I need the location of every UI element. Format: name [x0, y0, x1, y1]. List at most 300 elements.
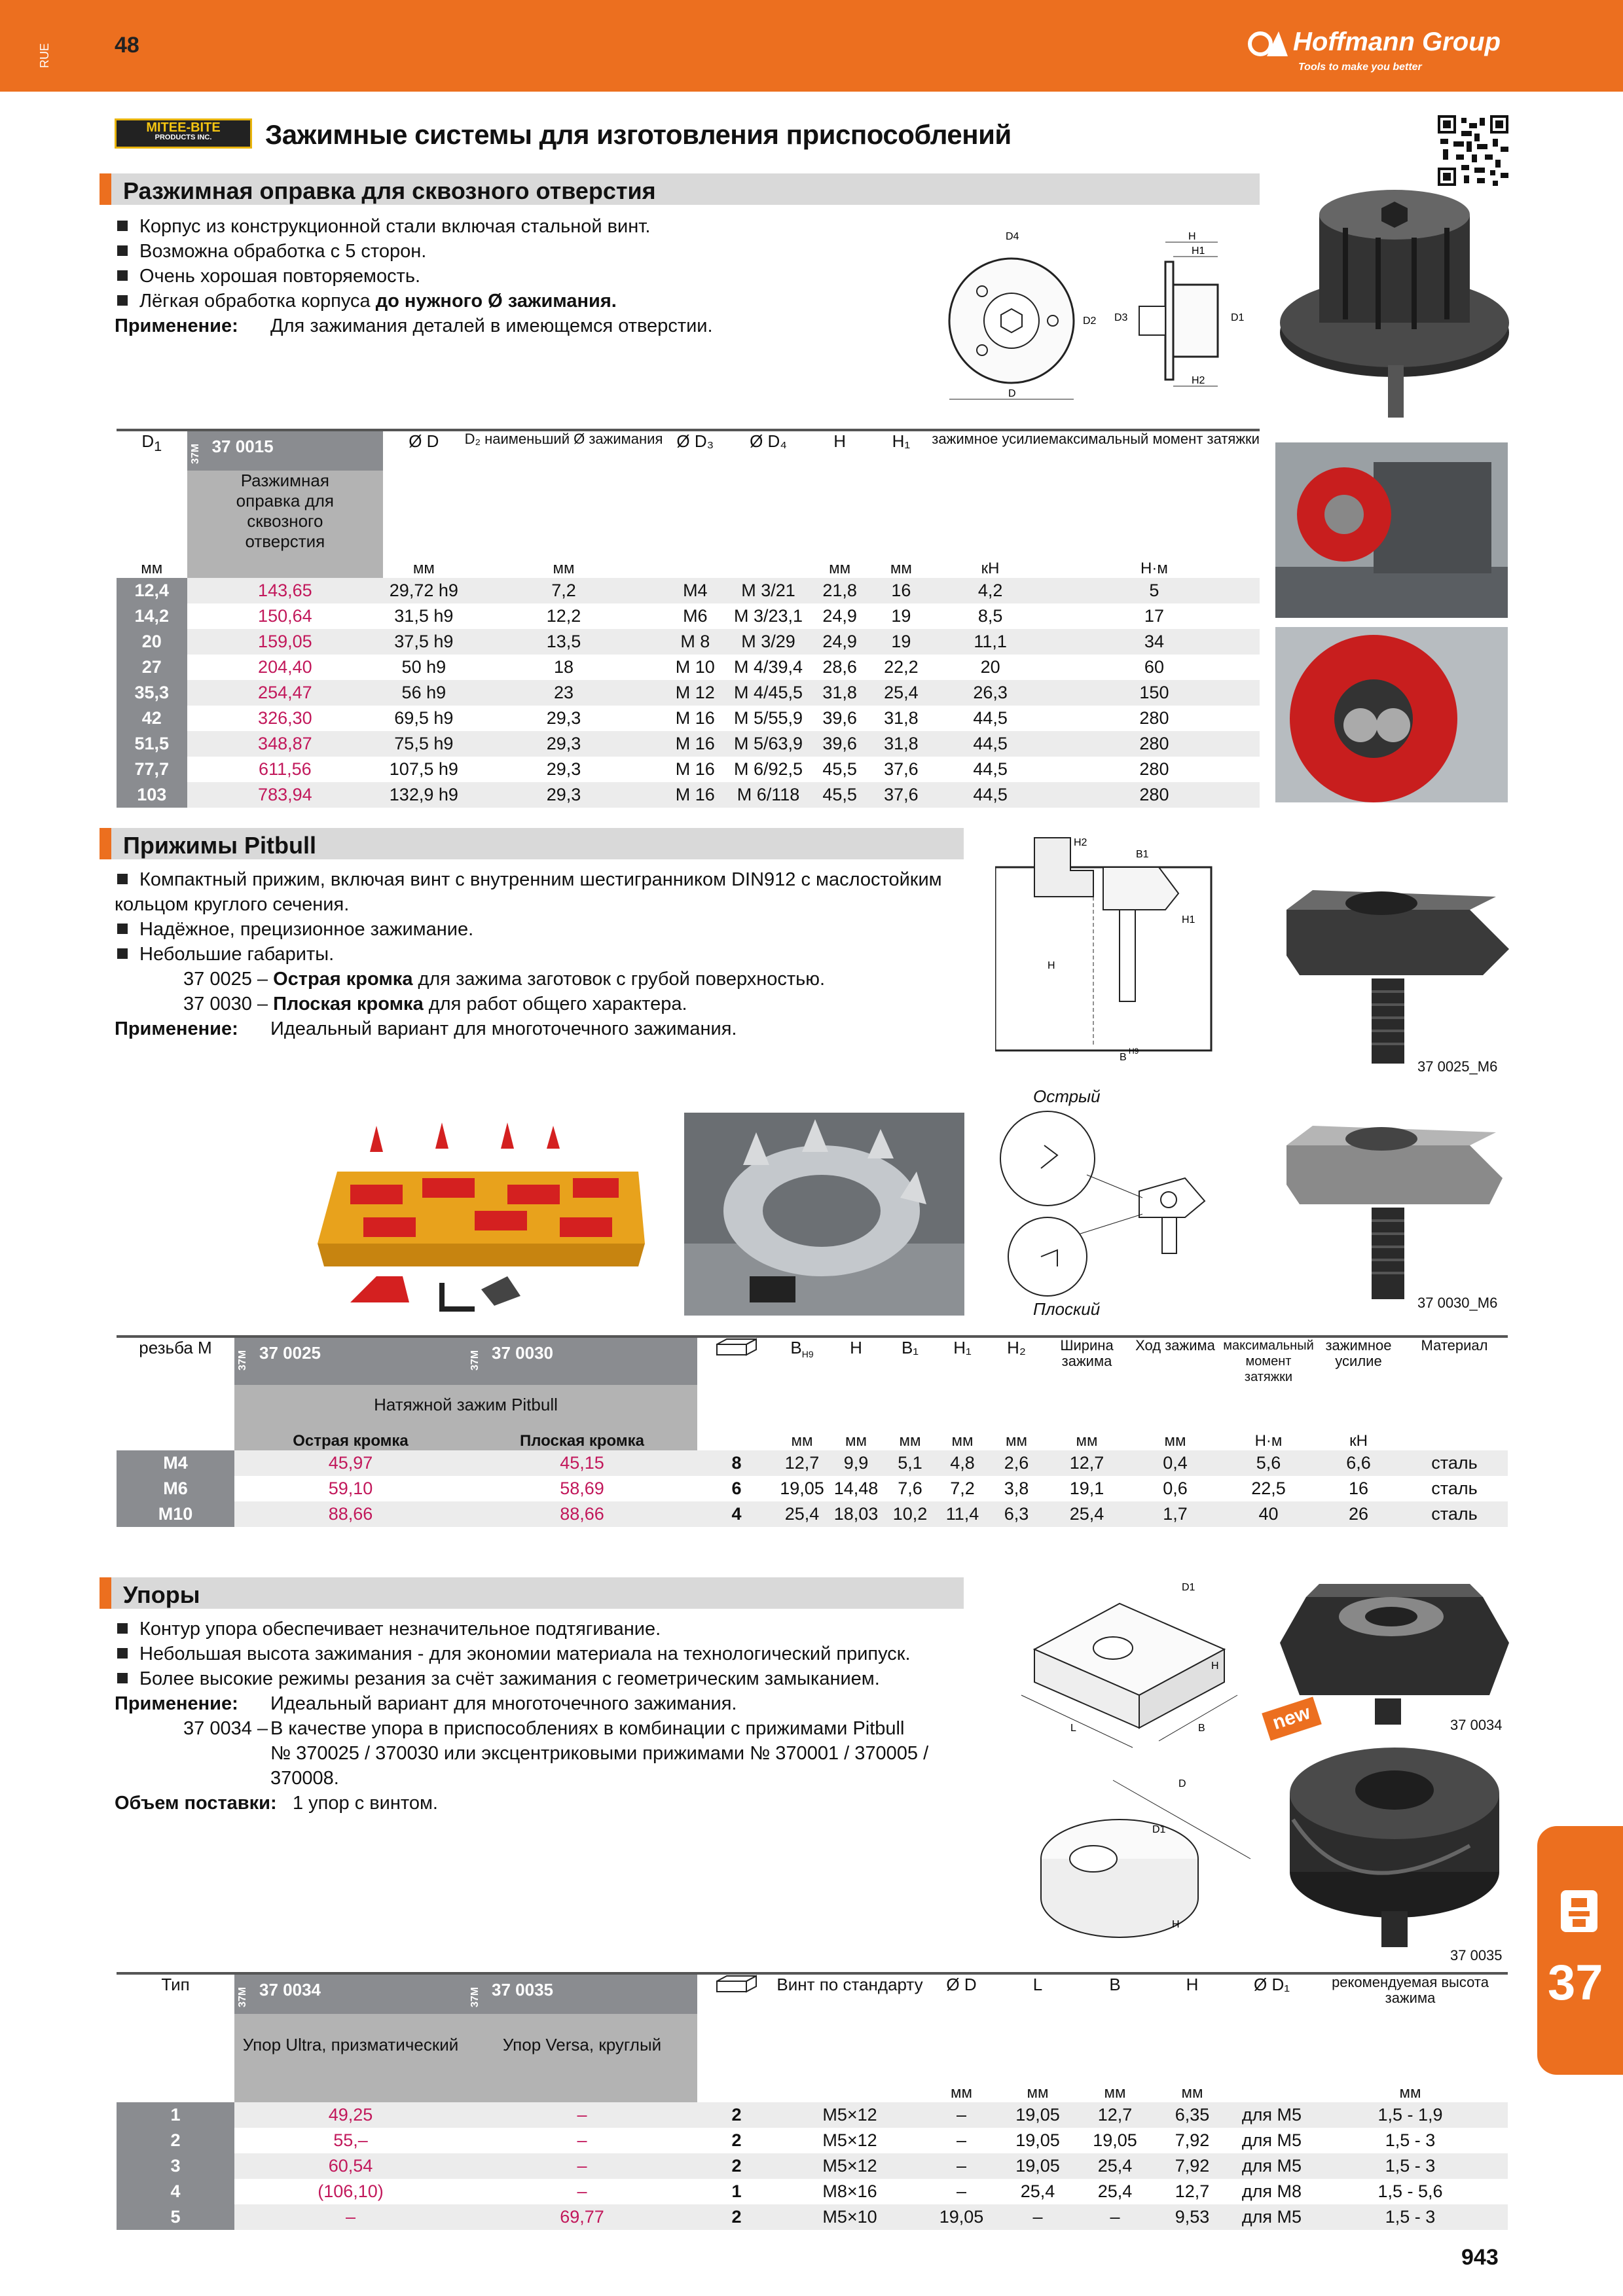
svg-text:D4: D4	[1006, 231, 1019, 242]
svg-text:D1: D1	[1182, 1582, 1195, 1593]
table-cell: 7,92	[1175, 2130, 1210, 2150]
table-cell: 49,25	[234, 2102, 467, 2128]
svg-text:D1: D1	[1231, 312, 1245, 323]
machine-application-photo-2	[1275, 627, 1508, 802]
table-cell: 40	[1221, 1501, 1316, 1527]
table-cell: 19,1	[1069, 1479, 1104, 1498]
table-cell: 58,69	[560, 1479, 604, 1498]
stops-spec-table: Тип 37M 37 0034 37M 37 0035 Винт по стандарту Ø D L B H Ø D₁ рекомендуемая высота зажима Упор Ultra, призматический Упор Versa, круглый мм мм мм мм мм 1 49,25 – 2 M5×12 – 19,05 12,7 6,35 для M5 1,5 - 1,9 2 55,– – 2 M5×12 – 19,05 19,05 7,92 для M5 1,5 - 3 3 60,54 – 2 M5×12 – 19,05 25,4 7,92 для M5 1,5 - 3 4 (106,10) – 1 M8×16 – 25,4 25,4 12,7 для M8 1,5 - 5,6 5 – 69,77 2 M5×10 19,05 – – 9,53 для M5 1,5 - 3	[117, 1972, 1508, 2230]
table-row	[117, 782, 1260, 808]
table-cell: 4,8	[936, 1450, 989, 1476]
table-cell: 25,4	[1076, 2153, 1154, 2179]
table-cell: 7,2	[465, 578, 663, 603]
table-cell: 1,5 - 3	[1385, 2130, 1436, 2150]
table-cell: 3,8	[1004, 1479, 1029, 1498]
table-cell: 9,53	[1154, 2204, 1231, 2230]
table-cell: 12,7	[1044, 1450, 1129, 1476]
table-cell: 69,77	[467, 2204, 697, 2230]
photo-caption: 37 0034	[1450, 1717, 1503, 1733]
table-cell: 45,97	[234, 1450, 467, 1476]
table-cell: 280	[1049, 782, 1260, 808]
svg-text:D2: D2	[1083, 315, 1097, 327]
hoffmann-logo-icon	[1247, 27, 1289, 60]
table-cell: 16	[1348, 1479, 1369, 1498]
table-cell: сталь	[1401, 1501, 1508, 1527]
table-cell: 45,15	[467, 1450, 697, 1476]
svg-text:H2: H2	[1192, 375, 1205, 386]
table-cell: 29,72 h9	[383, 578, 464, 603]
table-cell: –	[924, 2153, 999, 2179]
table-cell: 280	[1049, 731, 1260, 757]
table-cell: 348,87	[187, 731, 384, 757]
application-line: Применение: Идеальный вариант для многоточечного зажимания.	[115, 1018, 737, 1039]
table-cell: 17	[1144, 606, 1164, 626]
table-cell: 5	[117, 2204, 234, 2230]
table-cell: –	[956, 2130, 967, 2150]
table-row	[117, 603, 1260, 629]
table-cell: 12,4	[117, 578, 187, 603]
article-number-370035: 37M 37 0035	[467, 1973, 697, 2014]
article-number-370015: 37M 37 0015	[187, 430, 384, 471]
table-cell: 6,3	[989, 1501, 1044, 1527]
photo-caption: 37 0035	[1450, 1947, 1503, 1964]
pitbull-technical-drawing	[995, 831, 1224, 1073]
table-cell: 2	[697, 2204, 776, 2230]
table-cell: M 16	[675, 708, 715, 728]
table-cell: (106,10)	[318, 2181, 384, 2201]
table-row	[117, 1501, 1508, 1527]
page-number: 943	[1461, 2245, 1499, 2270]
table-cell: 4	[117, 2179, 234, 2204]
edge-detail-sketch	[995, 1109, 1244, 1299]
col-header: рекомендуемая высота зажима	[1332, 1974, 1489, 2006]
table-cell: –	[467, 2153, 697, 2179]
table-cell: 31,8	[871, 731, 932, 757]
table-cell: для M5	[1241, 2130, 1302, 2150]
table-cell: 14,2	[117, 603, 187, 629]
col-header: B	[1109, 1975, 1121, 1994]
page-title: Зажимные системы для изготовления приспособлений	[265, 119, 1012, 150]
table-cell: M 8	[663, 629, 727, 655]
package-icon	[697, 1336, 776, 1385]
pitbull-spec-table	[117, 1335, 1508, 1527]
table-cell: 37,6	[884, 759, 919, 779]
table-cell: M 6/92,5	[733, 759, 803, 779]
table-cell: 14,48	[833, 1479, 879, 1498]
table-cell: 18,03	[828, 1501, 884, 1527]
table-cell: 11,1	[932, 629, 1049, 655]
pitbull-flat-photo	[1273, 1106, 1522, 1309]
table-cell: 280	[1139, 759, 1169, 779]
col-header: Ø D	[409, 431, 439, 451]
language-code: RUE	[38, 43, 51, 68]
table-cell: 55,–	[333, 2130, 368, 2150]
table-cell: –	[956, 2181, 967, 2201]
table-cell: 13,5	[465, 629, 663, 655]
svg-text:H2: H2	[1074, 837, 1087, 848]
col-header-d1: $D_1$	[141, 431, 162, 455]
svg-text:H1: H1	[1182, 914, 1195, 925]
bullet-item: Очень хорошая повторяемость.	[115, 264, 920, 289]
table-cell: 19	[891, 606, 911, 626]
photo-caption: 37 0030_M6	[1417, 1295, 1498, 1311]
table-cell: 2,6	[989, 1450, 1044, 1476]
table-cell: M 6/118	[727, 782, 809, 808]
svg-text:H9: H9	[1129, 1047, 1139, 1056]
table-row	[117, 731, 1260, 757]
table-cell: M 5/55,9	[733, 708, 803, 728]
table-cell: 45,5	[822, 759, 857, 779]
table-cell: M5×12	[776, 2153, 924, 2179]
table-cell: 1	[117, 2102, 234, 2128]
col-header: максимальный момент затяжки	[1223, 1338, 1314, 1384]
table-cell: 11,4	[936, 1501, 989, 1527]
svg-text:L: L	[1070, 1723, 1076, 1734]
table-cell: 6,6	[1316, 1450, 1401, 1476]
table-cell: 4,2	[932, 578, 1049, 603]
table-cell: 0,6	[1163, 1479, 1188, 1498]
mandrel-product-photo	[1273, 175, 1516, 424]
table-cell: 19,05	[1015, 2130, 1060, 2150]
table-cell: 22,5	[1251, 1479, 1286, 1498]
bullet-item: Более высокие режимы резания за счёт зажимания с геометрическим замыканием.	[115, 1666, 979, 1691]
table-cell: 12,2	[546, 606, 581, 626]
table-cell: для M5	[1231, 2102, 1313, 2128]
variant-sharp: 37 0025 – Острая кромка для зажима заготовок с грубой поверхностью.	[183, 969, 826, 990]
table-cell: –	[234, 2204, 467, 2230]
table-row	[117, 680, 1260, 706]
col-header: $B_{H9}$	[790, 1338, 814, 1360]
col-header: H	[1186, 1975, 1199, 1994]
pitbull-sharp-photo	[1273, 870, 1522, 1073]
svg-text:D: D	[1178, 1778, 1186, 1789]
table-cell: 611,56	[259, 759, 312, 779]
col-header: Материал	[1421, 1337, 1488, 1354]
table-cell: 24,9	[809, 629, 871, 655]
table-row	[117, 2128, 1508, 2153]
table-cell: 18	[553, 657, 574, 677]
table-row	[117, 757, 1260, 782]
prismatic-stop-drawing	[1002, 1577, 1264, 1767]
table-cell: M 3/29	[727, 629, 809, 655]
table-cell: 1,5 - 5,6	[1377, 2181, 1443, 2201]
table-cell: 204,40	[258, 657, 312, 677]
table-cell: 19,05	[999, 2102, 1076, 2128]
bullet-item: Контур упора обеспечивает незначительное подтягивание.	[115, 1617, 979, 1641]
col-header: зажимное усилие	[1325, 1337, 1392, 1369]
round-stop-drawing	[1021, 1767, 1270, 1957]
table-cell: 77,7	[117, 757, 187, 782]
table-cell: 25,4	[871, 680, 932, 706]
svg-text:H: H	[1172, 1919, 1180, 1930]
svg-text:B: B	[1198, 1723, 1205, 1734]
section1-description	[115, 214, 920, 338]
col-header: D₂ наименьший Ø зажимания	[464, 431, 663, 447]
table-cell: M6	[117, 1476, 234, 1501]
table-cell: 35,3	[117, 680, 187, 706]
label-sharp: Острый	[1033, 1086, 1101, 1106]
variant-flat: 37 0030 – Плоская кромка для работ общего характера.	[183, 994, 687, 1014]
col-header: Ø D₁	[1254, 1975, 1290, 1994]
table-cell: 44,5	[973, 708, 1008, 728]
svg-text:D3: D3	[1114, 312, 1128, 323]
table-cell: для M5	[1231, 2204, 1313, 2230]
table-cell: для M5	[1231, 2153, 1313, 2179]
table-cell: M5×12	[776, 2102, 924, 2128]
col-header: H₁	[953, 1338, 972, 1357]
col-header: L	[1032, 1975, 1043, 1994]
bullet-item: Компактный прижим, включая винт с внутренним шестигранником DIN912 с маслостойким кольцом круглого сечения.	[115, 869, 942, 915]
application-line: Применение: Идеальный вариант для многоточечного зажимания.	[115, 1693, 737, 1714]
table-cell: 28,6	[822, 657, 857, 677]
table-cell: 2	[697, 2153, 776, 2179]
units-row: Острая кромка Плоская кромка мм мм мм мм мм мм мм Н·м кН	[117, 1424, 1508, 1450]
col-header: H₁	[892, 431, 911, 451]
table-cell: 1	[731, 2181, 742, 2201]
table-cell: 19,05	[999, 2153, 1076, 2179]
bullet-item: Корпус из конструкционной стали включая стальной винт.	[115, 214, 920, 239]
table-cell: –	[1076, 2204, 1154, 2230]
table-cell: 5,1	[884, 1450, 936, 1476]
table-cell: 12,7	[1175, 2181, 1210, 2201]
svg-text:H: H	[1211, 1660, 1219, 1672]
table-cell: M 16	[663, 731, 727, 757]
table-cell: –	[999, 2204, 1076, 2230]
new-badge: new	[1262, 1696, 1322, 1740]
table-cell: 51,5	[117, 731, 187, 757]
clamp-icon	[1558, 1885, 1600, 1937]
section2-description	[115, 867, 966, 1041]
svg-text:H: H	[1188, 231, 1196, 242]
table-cell: 27	[117, 655, 187, 680]
table-cell: 88,66	[467, 1501, 697, 1527]
package-icon	[697, 1973, 776, 2014]
table-cell: 2	[731, 2130, 742, 2150]
table-cell: 1,5 - 3	[1313, 2204, 1508, 2230]
table-cell: 7,92	[1154, 2153, 1231, 2179]
table-cell: 23	[465, 680, 663, 706]
hoffmann-logo[interactable]	[1247, 25, 1509, 77]
table-cell: 88,66	[234, 1501, 467, 1527]
table-cell: для M8	[1241, 2181, 1302, 2201]
table-cell: M 10	[675, 657, 715, 677]
table-row	[117, 2179, 1508, 2204]
table-cell: –	[924, 2102, 999, 2128]
col-header: H	[833, 431, 847, 451]
svg-text:D1: D1	[1152, 1824, 1166, 1835]
col-header: H	[850, 1338, 862, 1357]
col-header: Тип	[161, 1975, 190, 1994]
svg-text:D: D	[1008, 388, 1016, 399]
table-row	[117, 1450, 1508, 1476]
col-header: резьба M	[139, 1338, 212, 1357]
table-cell: M 4/45,5	[727, 680, 809, 706]
table-cell: M8×16	[822, 2181, 877, 2201]
table-cell: 29,3	[465, 731, 663, 757]
table-cell: 44,5	[973, 759, 1008, 779]
table-cell: 50 h9	[401, 657, 447, 677]
table-cell: 9,9	[828, 1450, 884, 1476]
table-row	[117, 578, 1260, 603]
svg-text:B1: B1	[1136, 849, 1149, 860]
table-cell: 45,5	[809, 782, 871, 808]
photo-caption: 37 0025_M6	[1417, 1058, 1498, 1075]
bullet-item: Небольшая высота зажимания - для экономии материала на технологический припуск.	[115, 1641, 979, 1666]
table-cell: M5×10	[776, 2204, 924, 2230]
section-header-expanding-mandrel: Разжимная оправка для сквозного отверстия	[100, 173, 1260, 205]
table-cell: 19,05	[924, 2204, 999, 2230]
svg-text:B: B	[1120, 1052, 1127, 1063]
table-cell: M4	[117, 1450, 234, 1476]
table-cell: 7,2	[950, 1479, 975, 1498]
table-cell: 31,8	[884, 708, 919, 728]
table-row	[117, 2153, 1508, 2179]
table-cell: 42	[117, 706, 187, 731]
svg-text:H1: H1	[1192, 245, 1205, 257]
table-cell: 20	[980, 657, 1000, 677]
table-cell: 60,54	[234, 2153, 467, 2179]
col-header: H₂	[1007, 1338, 1026, 1357]
table-cell: 8	[697, 1450, 776, 1476]
table-row	[117, 2204, 1508, 2230]
table-cell: 37,5 h9	[383, 629, 464, 655]
bullet-item: Небольшие габариты.	[115, 942, 966, 967]
table-cell: M 16	[675, 759, 715, 779]
article-number-370025: 37M 37 0025	[234, 1336, 467, 1385]
table-cell: 22,2	[884, 657, 919, 677]
table-cell: 103	[117, 782, 187, 808]
section3-description	[115, 1617, 979, 1816]
table-cell: 60	[1144, 657, 1164, 677]
chapter-tab[interactable]	[1537, 1826, 1623, 2075]
table-cell: 19	[871, 629, 932, 655]
table-cell: 24,9	[822, 606, 857, 626]
table-cell: 56 h9	[383, 680, 464, 706]
table-cell: 37,6	[871, 782, 932, 808]
table-cell: 150,64	[258, 606, 312, 626]
brand-tagline: Tools to make you better	[1298, 62, 1422, 73]
mitee-bite-logo: MITEE-BITE PRODUCTS INC.	[115, 118, 252, 149]
supply-line: Объем поставки: 1 упор с винтом.	[115, 1793, 438, 1814]
table-cell: 29,3	[546, 708, 581, 728]
chapter-number: 37	[1548, 1955, 1603, 2011]
table-cell: M10	[117, 1501, 234, 1527]
mandrel-spec-table	[117, 429, 1260, 808]
article-number-370034: 37M 37 0034	[234, 1973, 467, 2014]
table-cell: 2	[117, 2128, 234, 2153]
col-header: Винт по стандарту	[776, 1975, 923, 1994]
table-cell: 69,5 h9	[394, 708, 454, 728]
col-header: Ø D₃	[676, 431, 714, 451]
table-cell: 5,6	[1221, 1450, 1316, 1476]
versa-stop-photo	[1273, 1741, 1516, 1950]
table-cell: M5×12	[822, 2130, 877, 2150]
bullet-item: Возможна обработка с 5 сторон.	[115, 239, 920, 264]
svg-text:H: H	[1048, 960, 1055, 971]
table-cell: 3	[117, 2153, 234, 2179]
mandrel-technical-drawing	[943, 223, 1270, 412]
table-cell: M4	[663, 578, 727, 603]
table-cell: 26	[1316, 1501, 1401, 1527]
table-cell: 39,6	[809, 731, 871, 757]
table-cell: 107,5 h9	[389, 759, 458, 779]
application-line: Применение: Для зажимания деталей в имеющемся отверстии.	[115, 315, 713, 336]
bullet-item: Надёжное, прецизионное зажимание.	[115, 917, 966, 942]
table-row	[117, 629, 1260, 655]
table-cell: сталь	[1401, 1450, 1508, 1476]
table-cell: 5	[1049, 578, 1260, 603]
bullet-item: Лёгкая обработка корпуса до нужного Ø зажимания.	[115, 289, 920, 314]
table-cell: сталь	[1431, 1479, 1478, 1498]
table-cell: 783,94	[187, 782, 384, 808]
table-cell: 2	[697, 2102, 776, 2128]
table-cell: 7,6	[898, 1479, 922, 1498]
table-cell: 29,3	[465, 782, 663, 808]
table-cell: 254,47	[187, 680, 384, 706]
col-header: Ø D	[946, 1975, 977, 1994]
table-cell: 25,4	[1097, 2181, 1133, 2201]
table-cell: 21,8	[809, 578, 871, 603]
table-cell: 59,10	[328, 1479, 373, 1498]
table-cell: 12,7	[776, 1450, 828, 1476]
page-number-left: 48	[115, 33, 139, 58]
table-cell: 29,3	[546, 759, 581, 779]
table-cell: –	[577, 2181, 587, 2201]
table-cell: 132,9 h9	[383, 782, 464, 808]
table-cell: 143,65	[187, 578, 384, 603]
table-row	[117, 2102, 1508, 2128]
table-cell: M 3/23,1	[733, 606, 803, 626]
units-row: мм мм мм мм мм кН Н·м	[117, 552, 1260, 578]
table-cell: 34	[1049, 629, 1260, 655]
table-cell: 20	[117, 629, 187, 655]
table-cell: 0,4	[1129, 1450, 1221, 1476]
col-header: Ø D₄	[750, 431, 787, 451]
table-cell: 19,05	[780, 1479, 824, 1498]
pitbull-machining-photo	[684, 1113, 964, 1316]
table-cell: M 12	[663, 680, 727, 706]
units-row: мм мм мм мм мм	[117, 2076, 1508, 2102]
table-cell: 31,8	[809, 680, 871, 706]
table-cell: 26,3	[932, 680, 1049, 706]
table-cell: 6,35	[1154, 2102, 1231, 2128]
table-cell: 159,05	[187, 629, 384, 655]
col-header: зажимное усилие	[932, 431, 1049, 447]
table-cell: 326,30	[258, 708, 312, 728]
table-cell: 44,5	[932, 731, 1049, 757]
compatibility-note: 37 0034 – В качестве упора в приспособлениях в комбинации с прижимами Pitbull № 370025 / 370030 или эксцентриковыми прижимами № 370001 / 370005 / 370008.	[183, 1718, 929, 1789]
table-cell: –	[467, 2102, 697, 2128]
brand-name: Hoffmann Group	[1293, 27, 1501, 56]
table-cell: M6	[683, 606, 708, 626]
col-header: максимальный момент затяжки	[1048, 431, 1260, 447]
table-cell: 280	[1139, 708, 1169, 728]
table-cell: 16	[871, 578, 932, 603]
table-cell: 1,5 - 3	[1313, 2153, 1508, 2179]
article-description: Разжимная оправка для сквозного отверстия	[187, 471, 384, 552]
table-cell: 19,05	[1093, 2130, 1137, 2150]
article-description: Натяжной зажим Pitbull	[234, 1385, 697, 1424]
table-cell: –	[577, 2130, 587, 2150]
article-number-370030: 37M 37 0030	[467, 1336, 697, 1385]
table-row	[117, 655, 1260, 680]
table-cell: 25,4	[1020, 2181, 1055, 2201]
table-cell: M 16	[663, 782, 727, 808]
table-cell: 25,4	[776, 1501, 828, 1527]
section-header-pitbull: Прижимы Pitbull	[100, 828, 964, 859]
col-header: Ход зажима	[1135, 1337, 1215, 1354]
table-cell: M 3/21	[727, 578, 809, 603]
